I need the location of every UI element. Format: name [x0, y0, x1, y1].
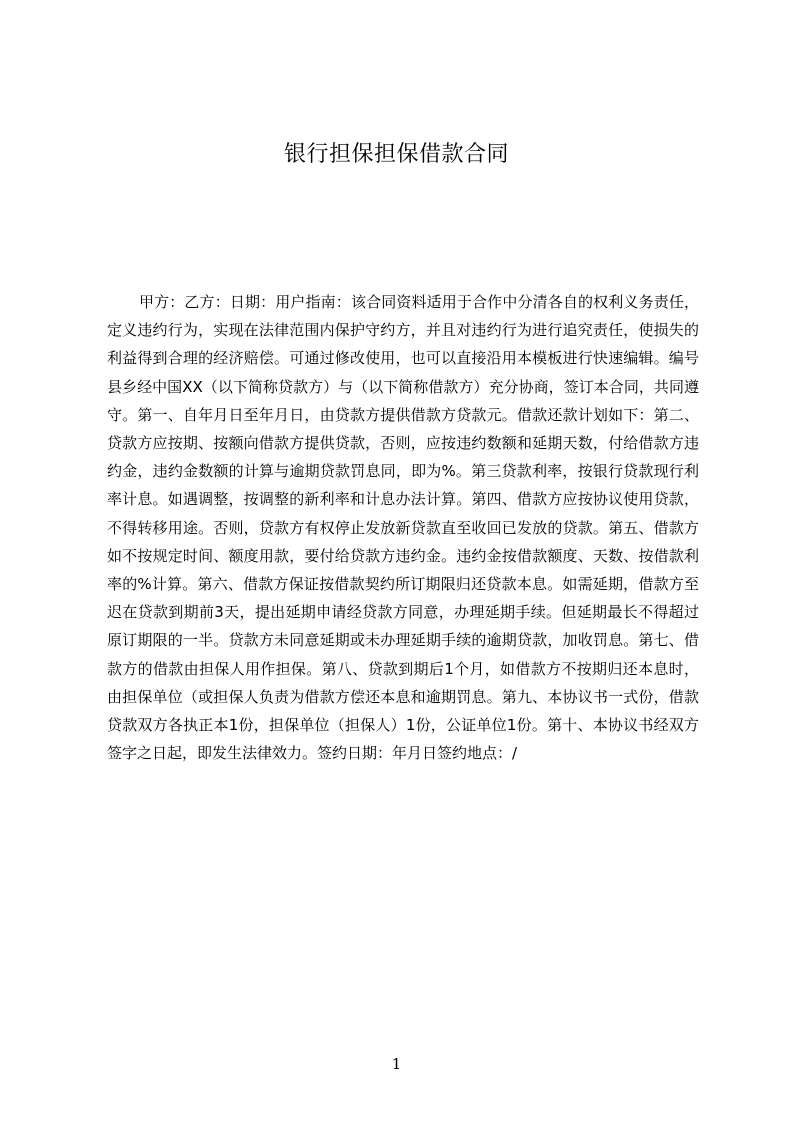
- page-number: 1: [391, 1055, 402, 1073]
- document-body-paragraph: 甲方：乙方：日期：用户指南：该合同资料适用于合作中分清各自的权利义务责任，定义违约行为，实现在法律范围内保护守约方，并且对违约行为进行追究责任，使损失的利益得到合理的经济赔偿。可通过修改使用，也可以直接沿用本模板进行快速编辑。编号县乡经中国XX（以下简称贷款方）与（以下简称借款方）充分协商，签订本合同，共同遵守。第一、自年月日至年月日，由贷款方提供借款方贷款元。借款还款计划如下：第二、贷款方应按期、按额向借款方提供贷款，否则，应按违约数额和延期天数，付给借款方违约金，违约金数额的计算与逾期贷款罚息同，即为%。第三贷款利率，按银行贷款现行利率计息。如遇调整，按调整的新利率和计息办法计算。第四、借款方应按协议使用贷款，不得转移用途。否则，贷款方有权停止发放新贷款直至收回已发放的贷款。第五、借款方如不按规定时间、额度用款，要付给贷款方违约金。违约金按借款额度、天数、按借款利率的%计算。第六、借款方保证按借款契约所订期限归还贷款本息。如需延期，借款方至迟在贷款到期前3天，提出延期申请经贷款方同意，办理延期手续。但延期最长不得超过原订期限的一半。贷款方未同意延期或未办理延期手续的逾期贷款，加收罚息。第七、借款方的借款由担保人用作担保。第八、贷款到期后1个月，如借款方不按期归还本息时，由担保单位（或担保人负责为借款方偿还本息和逾期罚息。第九、本协议书一式份，借款贷款双方各执正本1份，担保单位（担保人）1份，公证单位1份。第十、本协议书经双方签字之日起，即发生法律效力。签约日期：年月日签约地点：/: [107, 293, 699, 763]
- document-title: 银行担保担保借款合同: [283, 142, 509, 167]
